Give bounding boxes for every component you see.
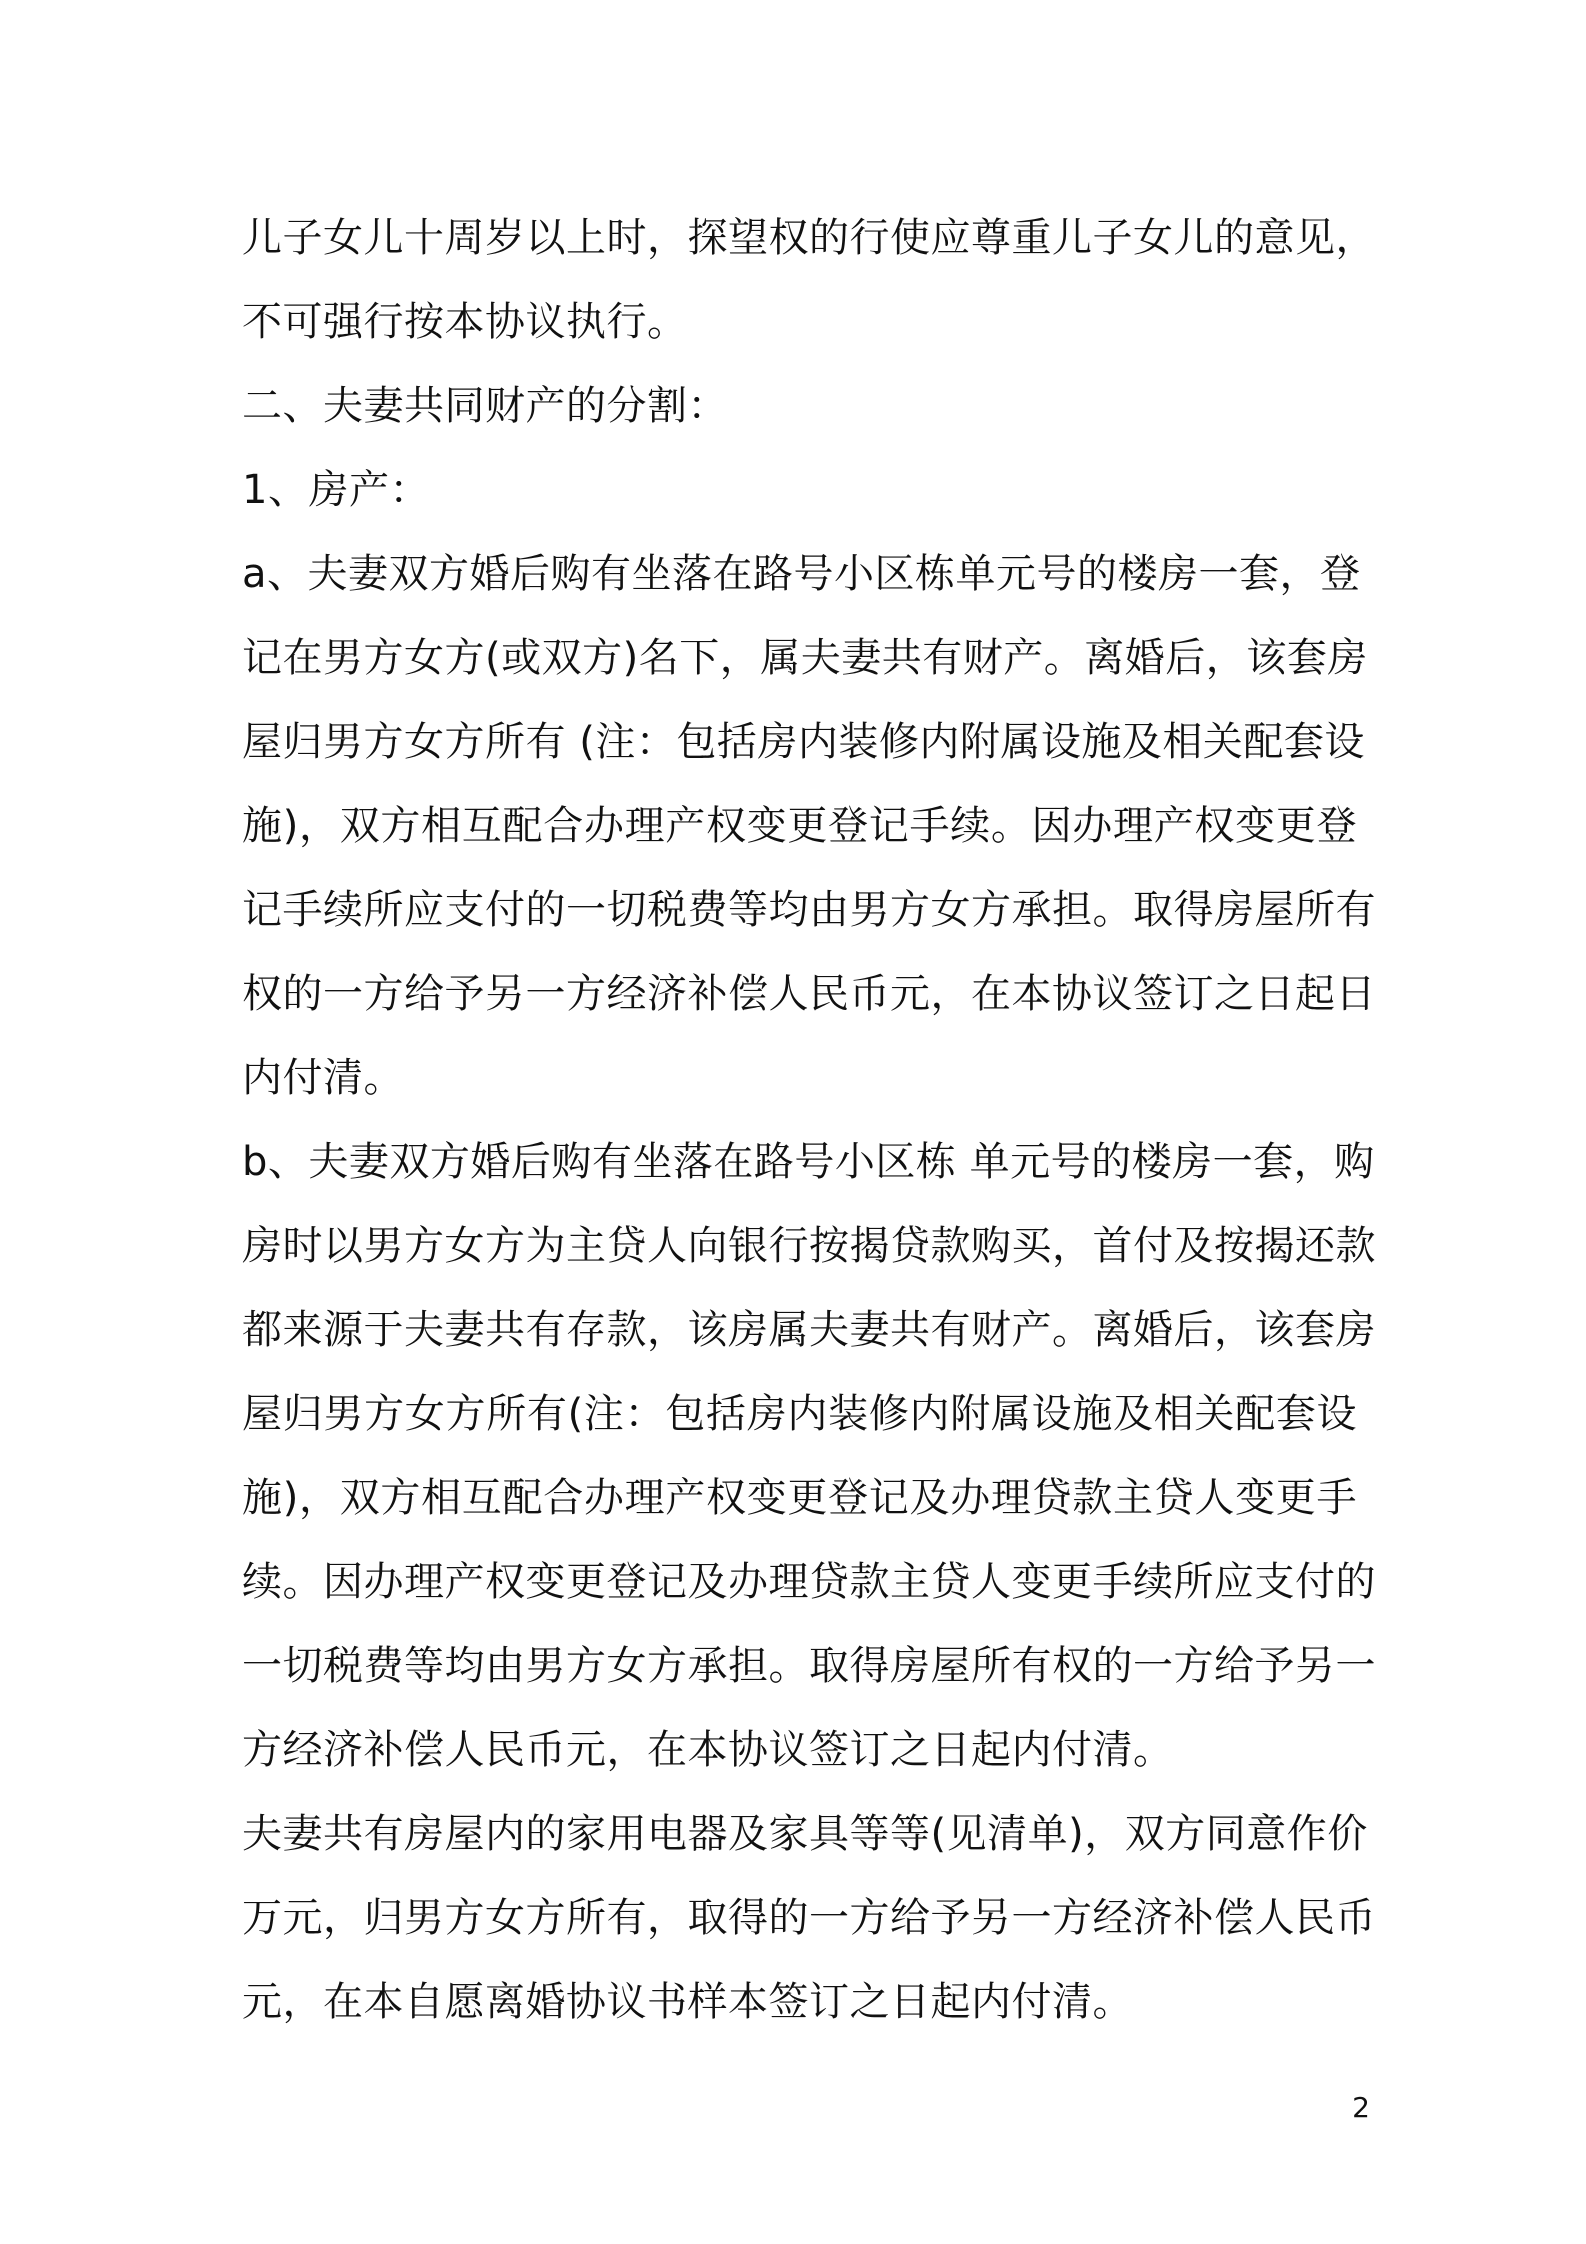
text-line: 屋归男方女方所有 (注：包括房内装修内附属设施及相关配套设 bbox=[242, 719, 1365, 765]
subsection-heading: 1、房产： bbox=[242, 467, 430, 513]
section-heading: 二、夫妻共同财产的分割： bbox=[242, 383, 728, 429]
text-line: 一切税费等均由男方女方承担。取得房屋所有权的一方给予另一 bbox=[242, 1643, 1376, 1689]
text-line: 万元，归男方女方所有，取得的一方给予另一方经济补偿人民币 bbox=[242, 1895, 1376, 1941]
text-line: 都来源于夫妻共有存款，该房属夫妻共有财产。离婚后，该套房 bbox=[242, 1307, 1376, 1353]
page-number: 2 bbox=[1352, 2091, 1370, 2124]
text-line: 续。因办理产权变更登记及办理贷款主贷人变更手续所应支付的 bbox=[242, 1559, 1376, 1605]
text-line: b、夫妻双方婚后购有坐落在路号小区栋 单元号的楼房一套，购 bbox=[242, 1139, 1375, 1185]
text-line: 内付清。 bbox=[242, 1055, 404, 1101]
text-line: 施)，双方相互配合办理产权变更登记及办理贷款主贷人变更手 bbox=[242, 1475, 1357, 1521]
text-line: 记手续所应支付的一切税费等均由男方女方承担。取得房屋所有 bbox=[242, 887, 1376, 933]
text-line: a、夫妻双方婚后购有坐落在路号小区栋单元号的楼房一套，登 bbox=[242, 551, 1361, 597]
document-body bbox=[242, 196, 1376, 2044]
text-line: 记在男方女方(或双方)名下，属夫妻共有财产。离婚后，该套房 bbox=[242, 635, 1368, 681]
text-line: 儿子女儿十周岁以上时，探望权的行使应尊重儿子女儿的意见， bbox=[242, 215, 1376, 261]
text-line: 房时以男方女方为主贷人向银行按揭贷款购买，首付及按揭还款 bbox=[242, 1223, 1376, 1269]
text-line: 施)，双方相互配合办理产权变更登记手续。因办理产权变更登 bbox=[242, 803, 1357, 849]
text-line: 夫妻共有房屋内的家用电器及家具等等(见清单)，双方同意作价 bbox=[242, 1811, 1368, 1857]
text-line: 屋归男方女方所有(注：包括房内装修内附属设施及相关配套设 bbox=[242, 1391, 1357, 1437]
text-line: 方经济补偿人民币元，在本协议签订之日起内付清。 bbox=[242, 1727, 1174, 1773]
text-line: 权的一方给予另一方经济补偿人民币元，在本协议签订之日起日 bbox=[242, 971, 1376, 1017]
text-line: 元，在本自愿离婚协议书样本签订之日起内付清。 bbox=[242, 1979, 1133, 2025]
text-line: 不可强行按本协议执行。 bbox=[242, 299, 688, 345]
